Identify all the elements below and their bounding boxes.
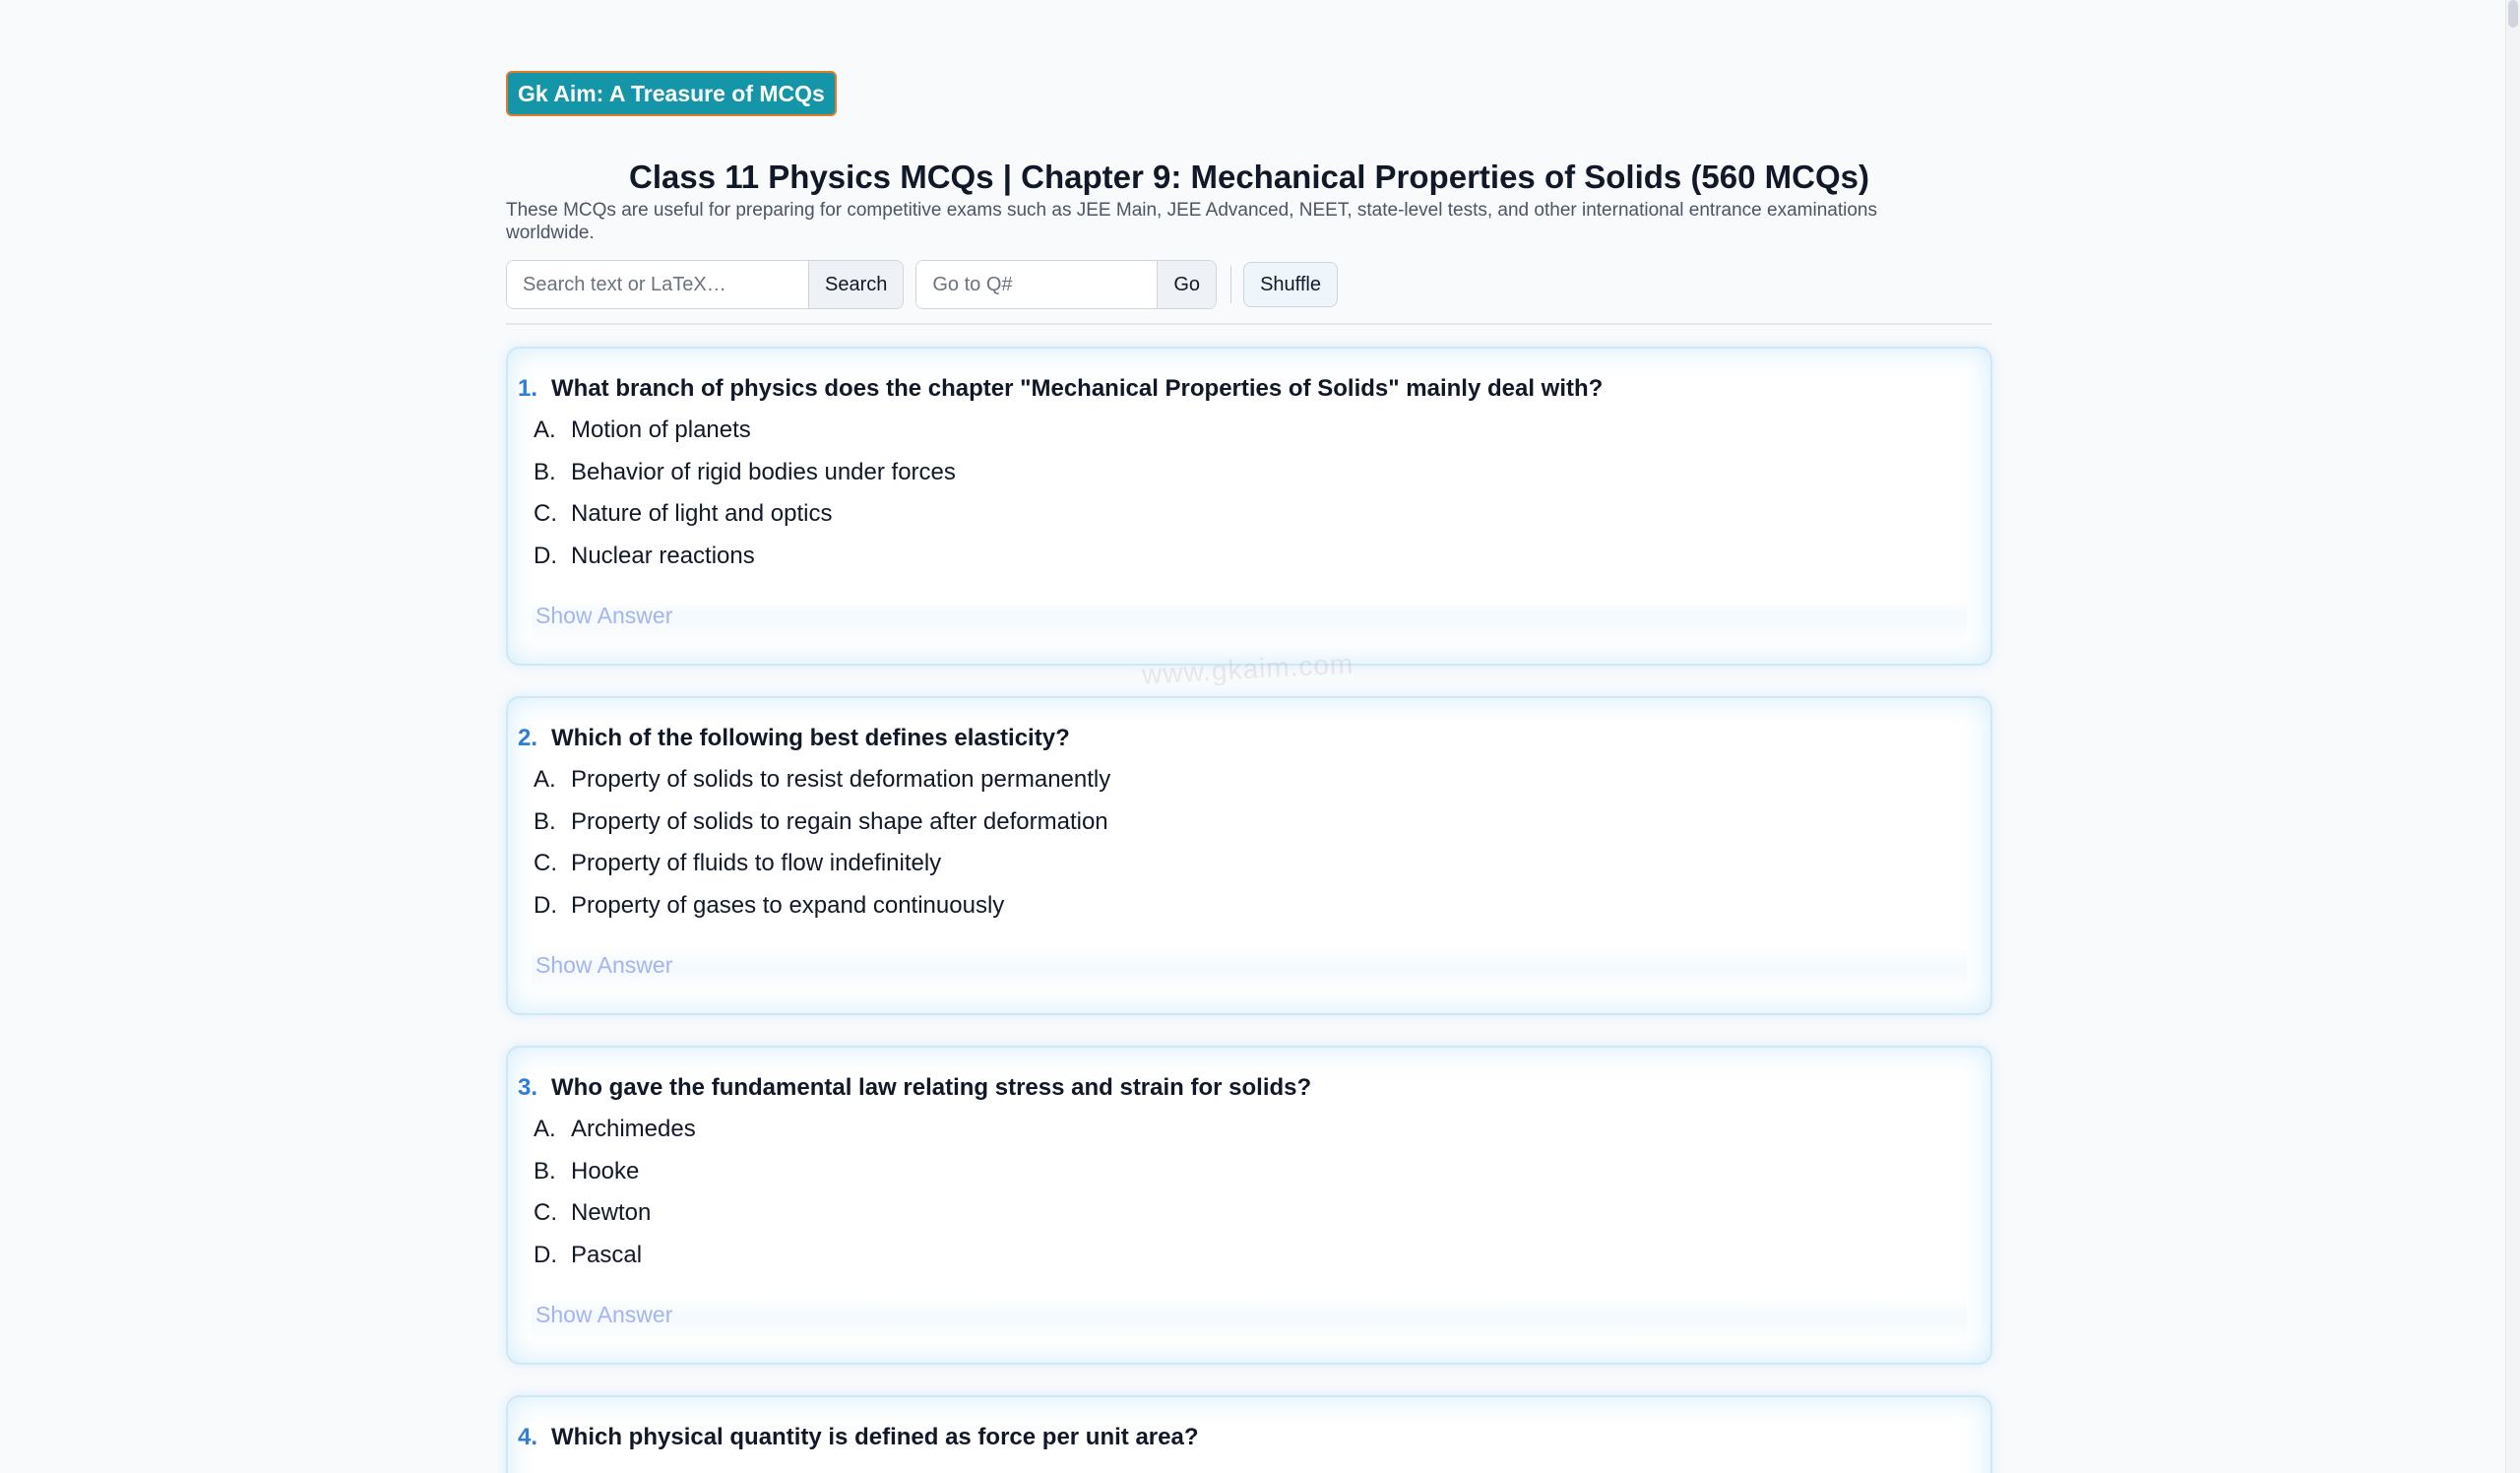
option-item[interactable] bbox=[534, 416, 1967, 445]
question-number: 1. bbox=[518, 375, 538, 402]
shuffle-button[interactable]: Shuffle bbox=[1243, 262, 1338, 307]
main-content bbox=[506, 71, 1992, 1473]
site-brand-badge[interactable]: Gk Aim: A Treasure of MCQs bbox=[506, 71, 837, 116]
option-key: A. bbox=[534, 416, 556, 443]
option-key: D. bbox=[534, 892, 557, 920]
question-text: Which of the following best defines elasticity? bbox=[551, 725, 1070, 751]
option-item[interactable] bbox=[534, 1198, 1967, 1228]
scrollbar-thumb[interactable] bbox=[2508, 0, 2518, 28]
answer-row bbox=[532, 948, 1967, 992]
question-heading bbox=[518, 374, 1967, 404]
answer-row bbox=[532, 1298, 1967, 1341]
option-item[interactable] bbox=[534, 1115, 1967, 1144]
option-text: Hooke bbox=[571, 1157, 640, 1185]
option-key: B. bbox=[534, 1157, 556, 1185]
question-card bbox=[506, 696, 1992, 1015]
option-item[interactable] bbox=[534, 499, 1967, 529]
option-text: Property of solids to resist deformation permanently bbox=[571, 766, 1111, 793]
watermark: www.gkaim.com bbox=[1141, 648, 1354, 690]
go-button[interactable]: Go bbox=[1157, 261, 1216, 308]
question-number: 4. bbox=[518, 1424, 538, 1450]
question-text: Who gave the fundamental law relating stress and strain for solids? bbox=[551, 1074, 1312, 1101]
search-input[interactable] bbox=[507, 261, 808, 308]
scrollbar[interactable] bbox=[2505, 0, 2520, 1473]
search-button[interactable]: Search bbox=[808, 261, 903, 308]
question-card bbox=[506, 1395, 1992, 1473]
option-item[interactable] bbox=[534, 849, 1967, 878]
option-key: C. bbox=[534, 500, 557, 528]
goto-question-input[interactable] bbox=[916, 261, 1157, 308]
option-key: D. bbox=[534, 1242, 557, 1269]
search-group bbox=[506, 260, 904, 309]
option-item[interactable] bbox=[534, 807, 1967, 837]
question-heading bbox=[518, 1423, 1967, 1452]
question-text: Which physical quantity is defined as force per unit area? bbox=[551, 1424, 1199, 1450]
option-text: Behavior of rigid bodies under forces bbox=[571, 458, 956, 485]
option-text: Archimedes bbox=[571, 1116, 696, 1142]
option-list bbox=[518, 416, 1967, 571]
toolbar bbox=[506, 260, 1992, 325]
option-text: Nuclear reactions bbox=[571, 543, 755, 570]
option-text: Motion of planets bbox=[571, 416, 751, 443]
option-key: C. bbox=[534, 1199, 557, 1227]
question-number: 2. bbox=[518, 725, 538, 751]
show-answer-toggle[interactable]: Show Answer bbox=[536, 952, 673, 978]
page-description: These MCQs are useful for preparing for competitive exams such as JEE Main, JEE Advanced, NEET, state-level tests, and other international entrance examinations worldwide. bbox=[506, 200, 1877, 243]
option-key: B. bbox=[534, 807, 556, 835]
option-text: Property of fluids to flow indefinitely bbox=[571, 850, 942, 877]
option-key: D. bbox=[534, 543, 557, 570]
option-item[interactable] bbox=[534, 542, 1967, 571]
option-item[interactable] bbox=[534, 1157, 1967, 1186]
answer-row bbox=[532, 599, 1967, 642]
question-heading bbox=[518, 1073, 1967, 1103]
question-text: What branch of physics does the chapter "Mechanical Properties of Solids" mainly deal with? bbox=[551, 375, 1604, 402]
goto-group bbox=[915, 260, 1217, 309]
option-key: A. bbox=[534, 766, 556, 793]
option-key: B. bbox=[534, 458, 556, 485]
option-text: Nature of light and optics bbox=[571, 500, 833, 528]
question-card bbox=[506, 347, 1992, 666]
question-number: 3. bbox=[518, 1074, 538, 1101]
option-text: Property of gases to expand continuously bbox=[571, 892, 1005, 920]
option-item[interactable] bbox=[534, 458, 1967, 487]
show-answer-toggle[interactable]: Show Answer bbox=[536, 1302, 673, 1327]
option-text: Newton bbox=[571, 1199, 652, 1227]
option-item[interactable] bbox=[534, 891, 1967, 921]
question-list bbox=[506, 347, 1992, 1473]
option-text: Property of solids to regain shape after deformation bbox=[571, 807, 1108, 835]
option-item[interactable] bbox=[534, 1241, 1967, 1270]
question-card bbox=[506, 1046, 1992, 1365]
show-answer-toggle[interactable]: Show Answer bbox=[536, 603, 673, 628]
option-list bbox=[518, 1115, 1967, 1270]
option-key: A. bbox=[534, 1116, 556, 1142]
option-item[interactable] bbox=[534, 765, 1967, 795]
option-text: Pascal bbox=[571, 1242, 643, 1269]
option-list bbox=[518, 765, 1967, 921]
page-title: Class 11 Physics MCQs | Chapter 9: Mechanical Properties of Solids (560 MCQs) bbox=[629, 159, 1869, 195]
question-heading bbox=[518, 724, 1967, 753]
toolbar-divider bbox=[1230, 266, 1231, 303]
option-key: C. bbox=[534, 850, 557, 877]
